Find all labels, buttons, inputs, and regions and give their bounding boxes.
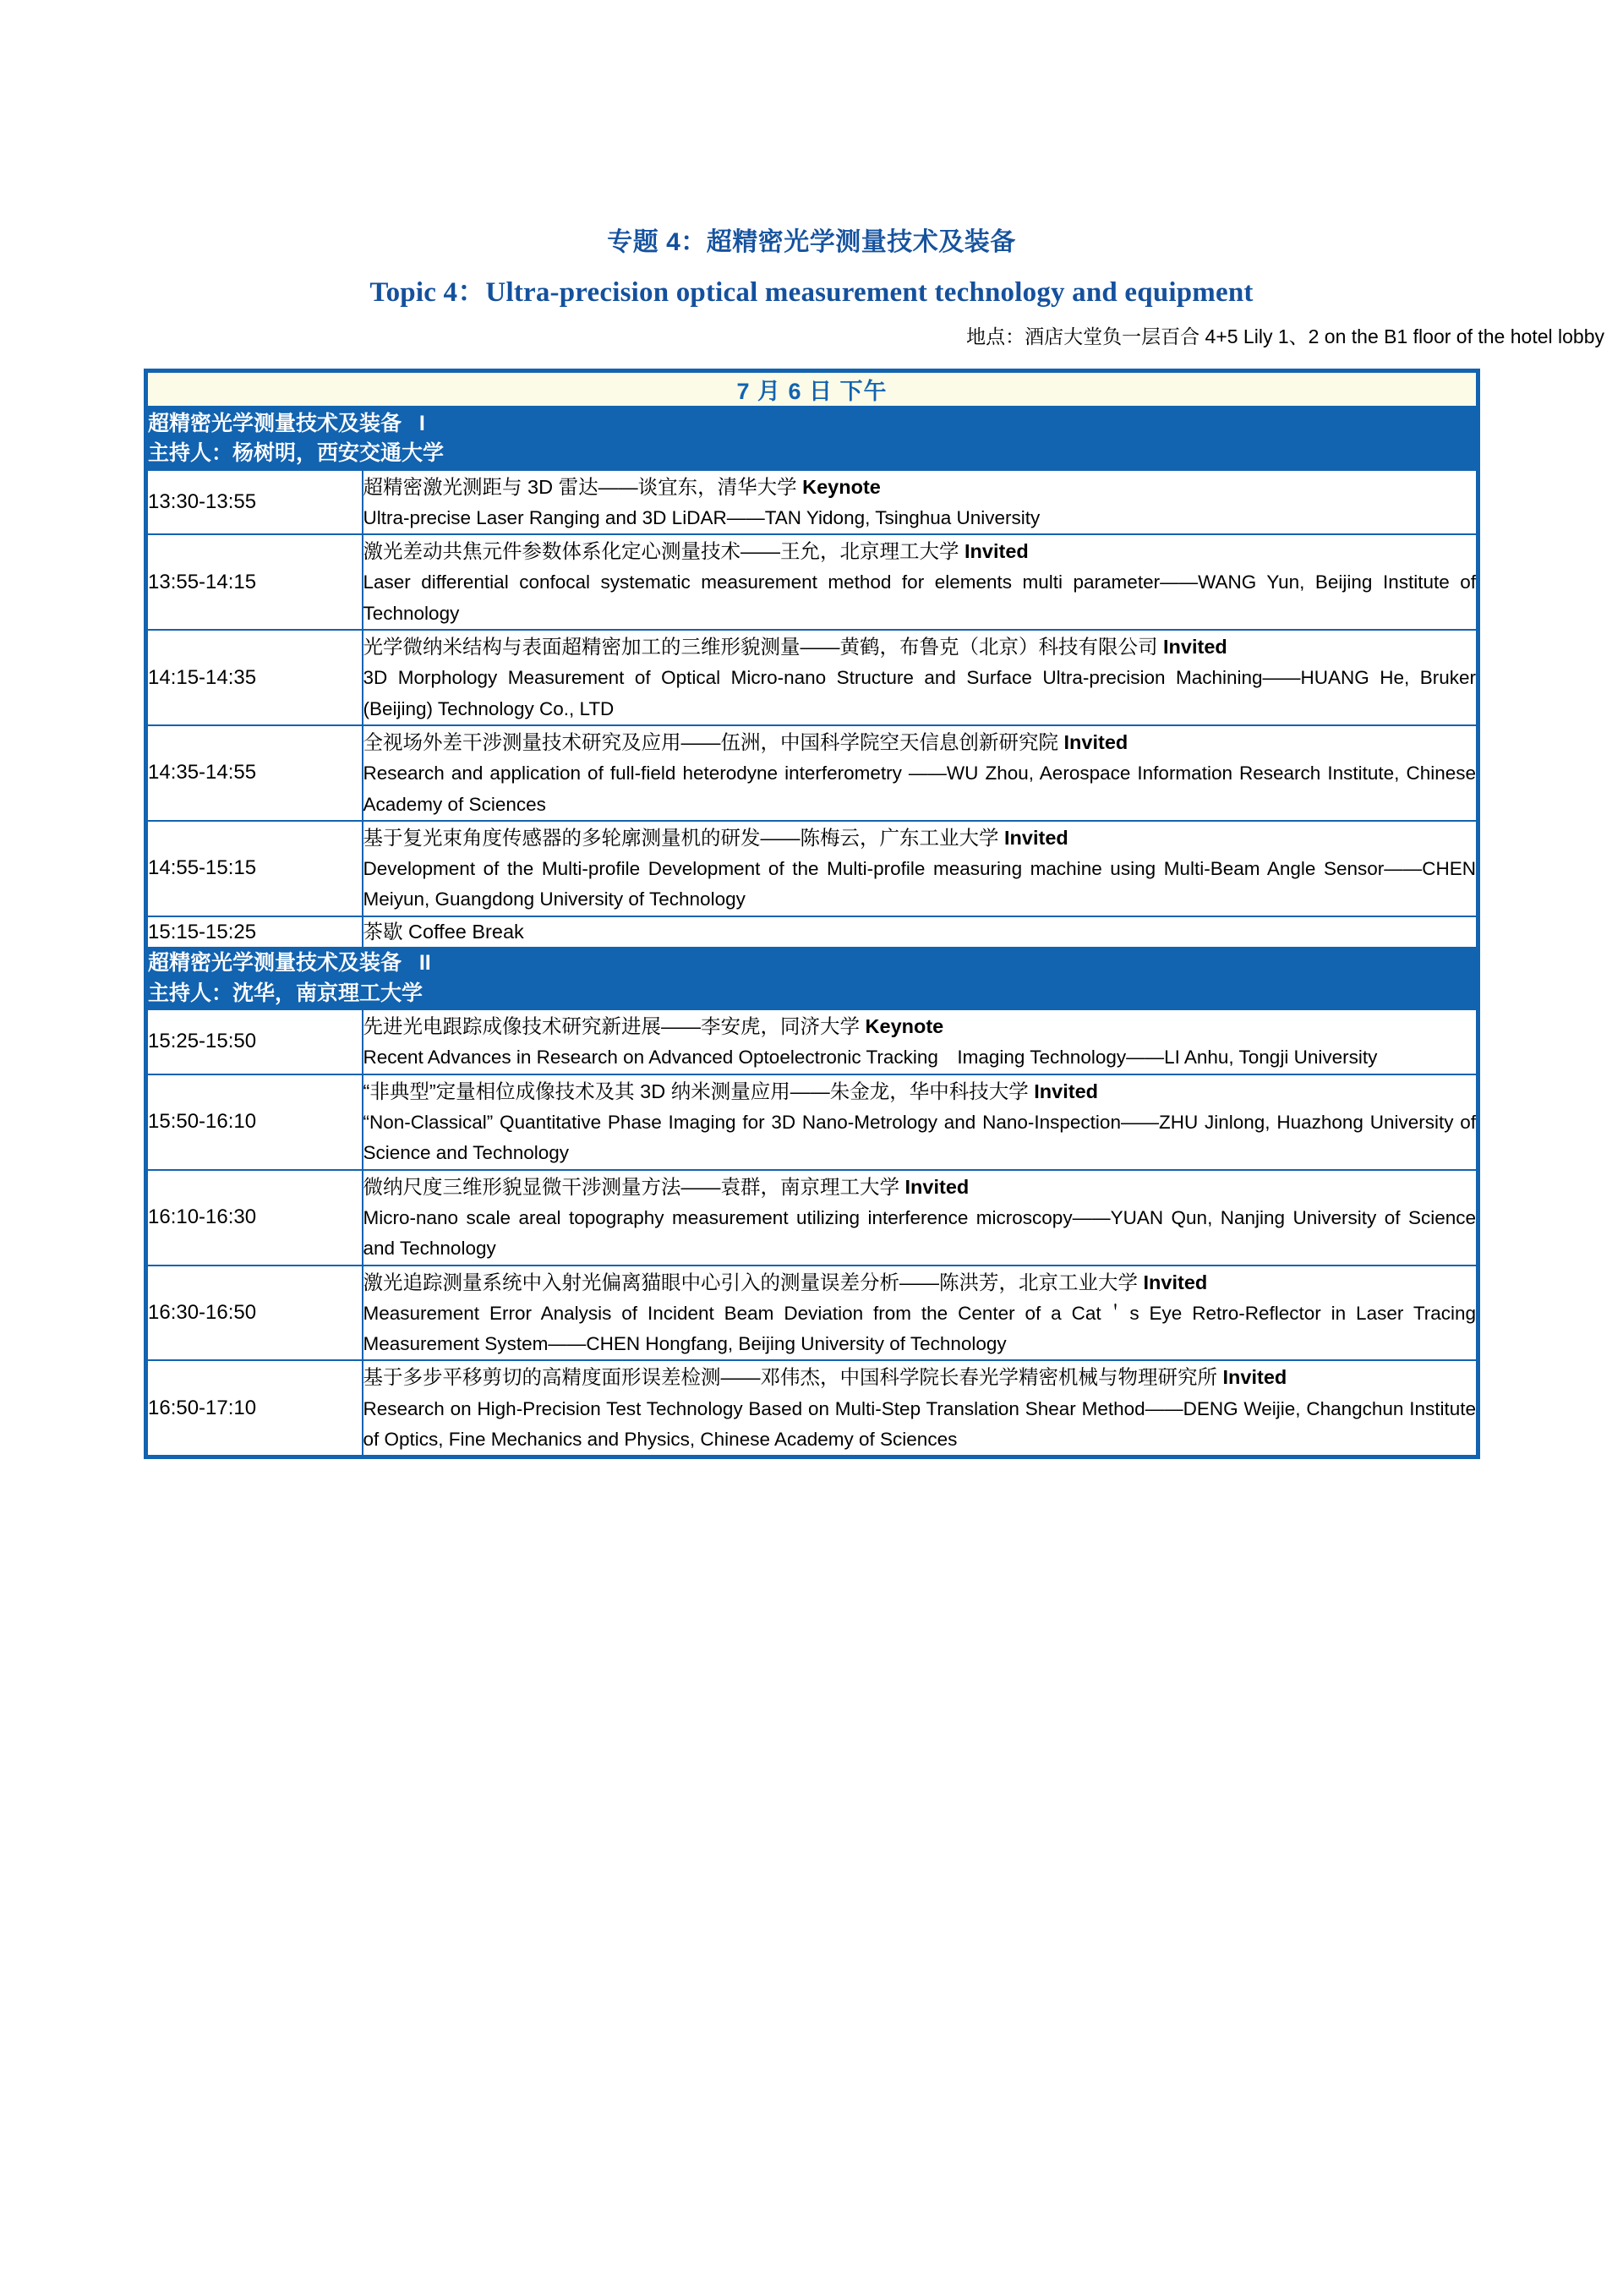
schedule-row (146, 1074, 1478, 1170)
schedule-row (146, 630, 1478, 725)
session-title-english (363, 1203, 1477, 1265)
session-detail-cell (363, 534, 1478, 630)
schedule-row (146, 1009, 1478, 1074)
session-time: 16:10-16:30 (146, 1170, 363, 1266)
session-title-chinese-text: “非典型”定量相位成像技术及其 3D 纳米测量应用——朱金龙，华中科技大学 (363, 1080, 1035, 1102)
session-title-chinese (363, 631, 1477, 663)
schedule-row (146, 1170, 1478, 1266)
session-title-english (363, 503, 1477, 533)
schedule-row (146, 1266, 1478, 1361)
session-time: 16:30-16:50 (146, 1266, 363, 1361)
section-header-row (146, 407, 1478, 470)
talk-type-badge: Invited (1163, 636, 1227, 659)
schedule-row (146, 821, 1478, 916)
talk-type-badge: Invited (1063, 731, 1128, 754)
session-title-english (363, 1042, 1477, 1073)
session-title-english (363, 663, 1477, 724)
session-title-chinese (363, 1361, 1477, 1393)
session-time: 15:50-16:10 (146, 1074, 363, 1170)
session-title-chinese (363, 1171, 1477, 1203)
session-time: 14:55-15:15 (146, 821, 363, 916)
session-detail-cell (363, 470, 1478, 535)
day-header-cell (146, 370, 1478, 407)
session-title-chinese (363, 822, 1477, 854)
talk-type-badge: Invited (1222, 1366, 1287, 1389)
topic-title-english: Topic 4：Ultra-precision optical measurement technology and equipment (369, 276, 1254, 308)
session-detail-cell (363, 1360, 1478, 1457)
section-title: 超精密光学测量技术及装备 I (148, 411, 425, 435)
session-title-chinese-text: 光学微纳米结构与表面超精密加工的三维形貌测量——黄鹤，布鲁克（北京）科技有限公司 (363, 636, 1164, 659)
session-title-chinese-text: 基于复光束角度传感器的多轮廓测量机的研发——陈梅云，广东工业大学 (363, 826, 1005, 849)
session-title-english-text: “Non-Classical” Quantitative Phase Imaging for 3D Nano-Metrology and Nano-Inspection——ZHU Jinlong, Huazhong University of Science and Technology (363, 1111, 1477, 1164)
session-title-chinese (363, 1075, 1477, 1107)
session-title-english-text: Micro-nano scale areal topography measurement utilizing interference microscopy——YUAN Qun, Nanjing University of Science and Technology (363, 1206, 1477, 1260)
session-title-chinese (363, 535, 1477, 567)
session-title-english-text: Measurement Error Analysis of Incident Beam Deviation from the Center of a Cat＇s Eye Retro-Reflector in Laser Tracing Measurement System——CHEN Hongfang, Beijing University of Technology (363, 1302, 1477, 1355)
session-title-chinese (363, 1010, 1477, 1042)
session-title-chinese (363, 1266, 1477, 1298)
session-title-chinese-text: 全视场外差干涉测量技术研究及应用——伍洲，中国科学院空天信息创新研究院 (363, 731, 1064, 754)
session-title-english (363, 1107, 1477, 1169)
session-time: 14:15-14:35 (146, 630, 363, 725)
schedule-row (146, 1360, 1478, 1457)
session-title-chinese-text: 微纳尺度三维形貌显微干涉测量方法——袁群，南京理工大学 (363, 1175, 905, 1198)
venue-location-line: 地点：酒店大堂负一层百合 4+5 Lily 1、2 on the B1 floor of the hotel lobby (966, 325, 1604, 347)
schedule-table-wrapper (144, 369, 1479, 1460)
talk-type-badge: Invited (965, 540, 1029, 563)
session-title-english-text: Research and application of full-field heterodyne interferometry ——WU Zhou, Aerospace Information Research Institute, Chinese Academy of Sciences (363, 763, 1477, 815)
schedule-table (144, 369, 1480, 1460)
schedule-row (146, 534, 1478, 630)
topic-title-chinese: 专题 4：超精密光学测量技术及装备 (607, 228, 1016, 256)
section-chair: 主持人：杨树明，西安交通大学 (148, 441, 445, 466)
session-title-english-text: Development of the Multi-profile Development of the Multi-profile measuring machine using Multi-Beam Angle Sensor——CHEN Meiyun, Guangdong University of Technology (363, 858, 1477, 910)
session-title-english (363, 567, 1477, 629)
session-detail-cell (363, 1009, 1478, 1074)
session-title-english (363, 1298, 1477, 1360)
session-detail-cell (363, 1170, 1478, 1266)
session-time: 13:55-14:15 (146, 534, 363, 630)
session-title-english-text: 3D Morphology Measurement of Optical Micro-nano Structure and Surface Ultra-precision Machining——HUANG He, Bruker (Beijing) Technology Co., LTD (363, 667, 1477, 719)
session-time: 16:50-17:10 (146, 1360, 363, 1457)
section-header-cell (146, 407, 1478, 470)
session-title-chinese-text: 先进光电跟踪成像技术研究新进展——李安虎，同济大学 (363, 1015, 866, 1038)
session-title-chinese (363, 726, 1477, 758)
session-title-chinese-text: 基于多步平移剪切的高精度面形误差检测——邓伟杰，中国科学院长春光学精密机械与物理研究所 (363, 1366, 1223, 1389)
talk-type-badge: Invited (904, 1175, 970, 1198)
session-title-chinese-text: 超精密激光测距与 3D 雷达——谈宜东，清华大学 (363, 475, 803, 498)
session-detail-cell (363, 630, 1478, 725)
session-title-english (363, 1394, 1477, 1456)
section-chair: 主持人：沈华，南京理工大学 (148, 981, 424, 1005)
talk-type-badge: Invited (1143, 1271, 1208, 1293)
session-title-english-text: Research on High-Precision Test Technology Based on Multi-Step Translation Shear Method——DENG Weijie, Changchun Institute of Optics, Fine Mechanics and Physics, Chinese Academy of Sciences (363, 1397, 1477, 1450)
session-detail-cell (363, 821, 1478, 916)
session-detail-cell (363, 725, 1478, 821)
session-title-english-text: Ultra-precise Laser Ranging and 3D LiDAR——TAN Yidong, Tsinghua University (363, 506, 1041, 528)
session-time: 15:25-15:50 (146, 1009, 363, 1074)
section-title: 超精密光学测量技术及装备 II (148, 951, 431, 976)
day-header-row (146, 370, 1478, 407)
schedule-row (146, 725, 1478, 821)
session-title-chinese (363, 471, 1477, 503)
schedule-row (146, 470, 1478, 535)
talk-type-badge: Invited (1034, 1080, 1099, 1102)
session-title-english (363, 854, 1477, 916)
session-title-english-text: Recent Advances in Research on Advanced Optoelectronic Tracking Imaging Technology——LI Anhu, Tongji University (363, 1047, 1378, 1069)
talk-type-badge: Keynote (865, 1015, 944, 1038)
talk-type-badge: Keynote (802, 475, 881, 498)
session-detail-cell (363, 1266, 1478, 1361)
session-title-chinese-text: 激光差动共焦元件参数体系化定心测量技术——王允，北京理工大学 (363, 540, 965, 563)
session-title-chinese-text: 激光追踪测量系统中入射光偏离猫眼中心引入的测量误差分析——陈洪芳，北京工业大学 (363, 1271, 1144, 1293)
title-block (0, 0, 1623, 310)
session-detail-cell (363, 1074, 1478, 1170)
break-detail-cell (363, 916, 1478, 948)
section-header-row (146, 948, 1478, 1009)
break-label: 茶歇 Coffee Break (363, 920, 524, 943)
day-header-text: 7 月 6 日 下午 (736, 378, 888, 404)
session-time: 14:35-14:55 (146, 725, 363, 821)
section-header-cell (146, 948, 1478, 1009)
break-time: 15:15-15:25 (146, 916, 363, 948)
session-title-english (363, 758, 1477, 820)
coffee-break-row (146, 916, 1478, 948)
session-title-english-text: Laser differential confocal systematic measurement method for elements multi parameter——WANG Yun, Beijing Institute of Technology (363, 571, 1477, 624)
session-time: 13:30-13:55 (146, 470, 363, 535)
talk-type-badge: Invited (1004, 826, 1068, 849)
